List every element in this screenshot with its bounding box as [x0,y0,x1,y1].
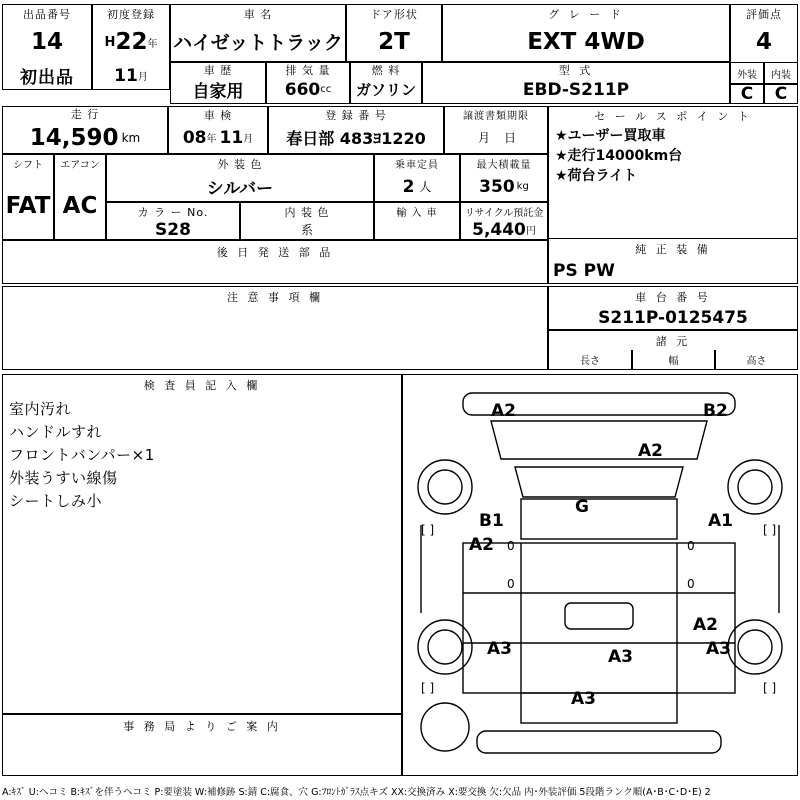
transfer-deadline-value: 月 日 [444,122,548,154]
color-number-value: S28 [106,220,240,240]
car-name-label: 車 名 [170,4,346,22]
inspector-note-line: シートしみ小 [9,492,103,510]
damage-mark: A3 [487,639,512,659]
exterior-color-label: 外 装 色 [106,154,374,172]
transfer-deadline-label: 譲渡書類期限 [444,106,548,122]
office-notice-label: 事 務 局 よ り ご 案 内 [2,714,402,736]
damage-mark: A3 [706,639,731,659]
interior-color-value: 系 [240,220,374,240]
damage-mark: A2 [491,401,516,421]
grade-value: EXT 4WD [442,22,730,62]
notes-value [2,306,548,370]
damage-mark: A2 [469,535,494,555]
recycle-fee-value: 5,440 円 [460,220,548,240]
door-type-label: ドア形状 [346,4,442,22]
first-registration-label: 初度登録 [92,4,170,22]
sales-point-item: ★荷台ライト [555,168,638,184]
fuel-value: ガソリン [350,76,422,104]
inspector-note-line: ハンドルすれ [9,423,103,441]
damage-mark: A1 [708,511,733,531]
inspector-note-line: フロントバンパー×1 [9,446,155,464]
damage-zero: 0 [687,539,695,553]
history-value: 自家用 [170,76,266,104]
damage-mark: A3 [571,689,596,709]
import-label: 輸 入 車 [374,202,460,220]
max-load-value: 350 kg [460,172,548,202]
seats-value: 2 人 [374,172,460,202]
lot-number-label: 出品番号 [2,4,92,22]
interior-grade-label: 内装 [764,62,798,84]
inspector-label: 検 査 員 記 入 欄 [2,374,402,394]
grade-label: グ レ ー ド [442,4,730,22]
interior-grade-value: C [764,84,798,104]
shift-value: FAT [2,172,54,240]
damage-mark: B1 [479,511,504,531]
damage-zero: 0 [687,577,695,591]
damage-zero: 0 [507,577,515,591]
sales-point-label: セ ー ル ス ポ イ ン ト [548,106,798,124]
inspector-notes [2,394,402,714]
displacement-value: 660 cc [266,76,350,104]
exterior-grade-value: C [730,84,764,104]
lot-number-value: 14 [2,22,92,62]
exterior-color-value: シルバー [106,172,374,202]
displacement-label: 排 気 量 [266,62,350,76]
notes-label: 注 意 事 項 欄 [2,286,548,306]
inspector-note-line: 室内汚れ [9,400,72,418]
recycle-fee-label: リサイクル預託金 [460,202,548,220]
history-label: 車 歴 [170,62,266,76]
door-type-value: 2T [346,22,442,62]
spec-length: 長さ [548,350,632,370]
color-number-label: カ ラ ー No. [106,202,240,220]
damage-mark: A2 [638,441,663,461]
damage-mark: G [575,497,589,517]
shaken-value: 08 年 11 月 [168,122,268,154]
office-notice-value [2,736,402,776]
sales-point-item: ★走行14000km台 [555,148,683,164]
damage-mark: A3 [608,647,633,667]
sales-point-item: ★ユーザー買取車 [555,128,666,144]
first-registration-value: H 22 年 [92,22,170,62]
vehicle-damage-diagram [402,374,798,776]
chassis-number-value: S211P-0125475 [548,306,798,330]
chassis-number-label: 車 台 番 号 [548,286,798,306]
max-load-label: 最大積載量 [460,154,548,172]
aircon-label: エアコン [54,154,106,172]
score-label: 評価点 [730,4,798,22]
score-value: 4 [730,22,798,62]
model-code-label: 型 式 [422,62,730,76]
inspector-note-line: 外装うすい線傷 [9,469,118,487]
spec-label: 諸 元 [548,330,798,350]
seats-label: 乗車定員 [374,154,460,172]
car-name-value: ハイゼットトラック [170,22,346,62]
damage-bracket: [ ] [763,681,777,695]
legend-footer: A:ｷｽﾞ U:ヘコミ B:ｷｽﾞを伴うヘコミ P:要塗装 W:補修跡 S:錆 C:腐食、穴 G:ﾌﾛﾝﾄｶﾞﾗｽ点キズ XX:交換済み X:要交換 欠:欠品 内･外装評価 5段階ランク順(A･B･C･D･E) 2 [2,787,711,798]
fuel-label: 燃 料 [350,62,422,76]
damage-bracket: [ ] [763,523,777,537]
first-listing-badge: 初出品 [2,62,92,90]
later-parts-label: 後 日 発 送 部 品 [2,240,548,262]
spec-width: 幅 [632,350,715,370]
damage-bracket: [ ] [421,523,435,537]
model-code-value: EBD-S211P [422,76,730,104]
import-value [374,220,460,240]
plate-number-value: 春日部 483ﾖ1220 [268,122,444,154]
damage-mark: B2 [703,401,728,421]
interior-color-label: 内 装 色 [240,202,374,220]
mileage-label-text: 走 行 [70,108,100,121]
aircon-value: AC [54,172,106,240]
genuine-equipment-label: 純 正 装 備 [548,238,798,258]
first-registration-month: 11 月 [92,62,170,90]
damage-bracket: [ ] [421,681,435,695]
later-parts-value [2,262,548,284]
damage-mark-layer [403,375,797,775]
damage-zero: 0 [507,539,515,553]
plate-number-label: 登 録 番 号 [268,106,444,122]
shift-label: シフト [2,154,54,172]
damage-mark: A2 [693,615,718,635]
shaken-label: 車 検 [168,106,268,122]
mileage-value: 14,590 km [2,122,168,154]
spec-height: 高さ [715,350,798,370]
sales-point-list [548,124,798,238]
genuine-equipment-value: PS PW [548,258,798,284]
exterior-grade-label: 外装 [730,62,764,84]
